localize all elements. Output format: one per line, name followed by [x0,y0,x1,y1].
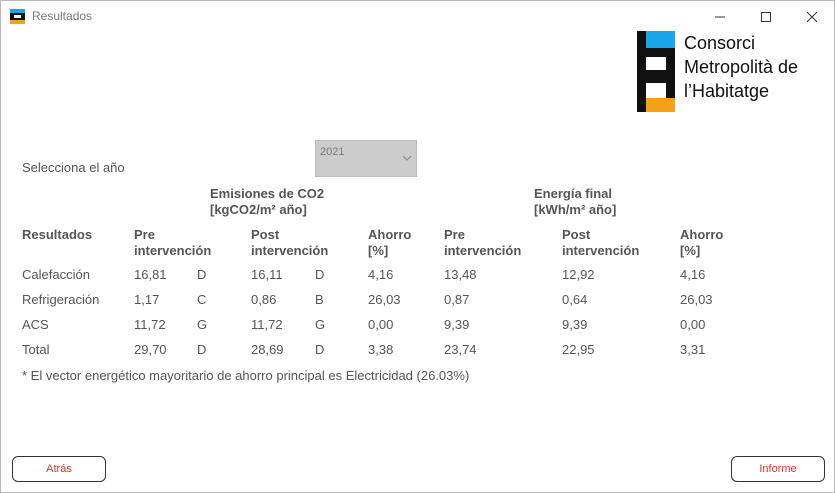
close-icon [807,12,817,22]
energy-group-header [534,186,616,218]
col-header-energy-post [562,227,639,259]
col-header-co2-post [251,227,328,259]
col-header-energy-ahorro-line2: [%] [680,243,701,258]
col-header-co2-post-line2: intervención [251,243,329,258]
row-label: Calefacción [22,267,90,282]
energy-group-unit: [kWh/m² año] [534,202,617,217]
co2-post-value: 0,86 [251,292,277,307]
co2-post-class: D [315,267,325,282]
col-header-co2-pre-line1: Pre [134,227,155,242]
co2-ahorro-value: 26,03 [368,292,401,307]
energy-pre-value: 0,87 [444,292,470,307]
minimize-icon [715,12,725,22]
energy-pre-value: 13,48 [444,267,477,282]
col-header-energy-pre-line2: intervención [444,243,522,258]
col-header-energy-pre-line1: Pre [444,227,465,242]
col-header-energy-ahorro-line1: Ahorro [680,227,724,242]
co2-post-class: D [315,342,325,357]
co2-pre-value: 29,70 [134,342,167,357]
chevron-down-icon [402,155,412,161]
energy-ahorro-value: 26,03 [680,292,713,307]
col-header-co2-post-line1: Post [251,227,280,242]
minimize-button[interactable] [697,1,743,32]
energy-ahorro-value: 3,31 [680,342,706,357]
co2-post-class: G [315,317,326,332]
report-button[interactable]: Informe [731,456,825,482]
col-header-energy-ahorro [680,227,723,259]
co2-pre-class: G [197,317,208,332]
energy-ahorro-value: 0,00 [680,317,706,332]
year-label: Selecciona el año [22,160,125,175]
co2-pre-value: 11,72 [134,317,166,332]
energy-group-title: Energía final [534,186,613,201]
col-header-co2-pre-line2: intervención [134,243,212,258]
year-select-value: 2021 [320,146,345,158]
co2-post-value: 28,69 [251,342,284,357]
energy-ahorro-value: 4,16 [680,267,706,282]
col-header-energy-post-line2: intervención [562,243,640,258]
co2-pre-value: 16,81 [134,267,167,282]
co2-post-class: B [315,292,324,307]
close-button[interactable] [789,1,835,32]
row-label: Refrigeración [22,292,100,307]
energy-pre-value: 9,39 [444,317,470,332]
energy-post-value: 12,92 [562,267,595,282]
col-header-resultados: Resultados [22,227,93,242]
co2-post-value: 11,72 [251,317,283,332]
logo-line-2: Metropolità de [684,57,799,77]
co2-pre-class: D [197,267,207,282]
energy-post-value: 0,64 [562,292,588,307]
logo-text [684,31,798,103]
maximize-button[interactable] [743,1,789,32]
co2-ahorro-value: 0,00 [368,317,394,332]
title-bar [1,1,834,32]
co2-ahorro-value: 3,38 [368,342,394,357]
co2-group-header [210,186,324,218]
energy-post-value: 22,95 [562,342,595,357]
co2-group-unit: [kgCO2/m² año] [210,202,307,217]
col-header-co2-ahorro-line2: [%] [368,243,389,258]
logo-mark-icon [637,31,675,112]
year-select[interactable] [315,140,417,177]
footnote: * El vector energético mayoritario de ahorro principal es Electricidad (26.03%) [22,368,470,383]
back-button[interactable]: Atrás [12,456,106,482]
logo-line-1: Consorci [684,33,756,53]
co2-pre-class: C [197,292,207,307]
energy-pre-value: 23,74 [444,342,477,357]
row-label: Total [22,342,50,357]
app-logo-icon [10,9,25,24]
co2-group-title: Emisiones de CO2 [210,186,325,201]
co2-ahorro-value: 4,16 [368,267,394,282]
col-header-energy-pre [444,227,521,259]
window-title: Resultados [32,9,93,23]
logo-line-3: l’Habitatge [684,81,770,101]
co2-post-value: 16,11 [251,267,283,282]
maximize-icon [761,12,771,22]
col-header-co2-ahorro [368,227,411,259]
col-header-co2-pre [134,227,211,259]
co2-pre-class: D [197,342,207,357]
row-label: ACS [22,317,49,332]
consorci-logo [637,31,827,113]
col-header-energy-post-line1: Post [562,227,591,242]
energy-post-value: 9,39 [562,317,588,332]
co2-pre-value: 1,17 [134,292,160,307]
col-header-co2-ahorro-line1: Ahorro [368,227,412,242]
